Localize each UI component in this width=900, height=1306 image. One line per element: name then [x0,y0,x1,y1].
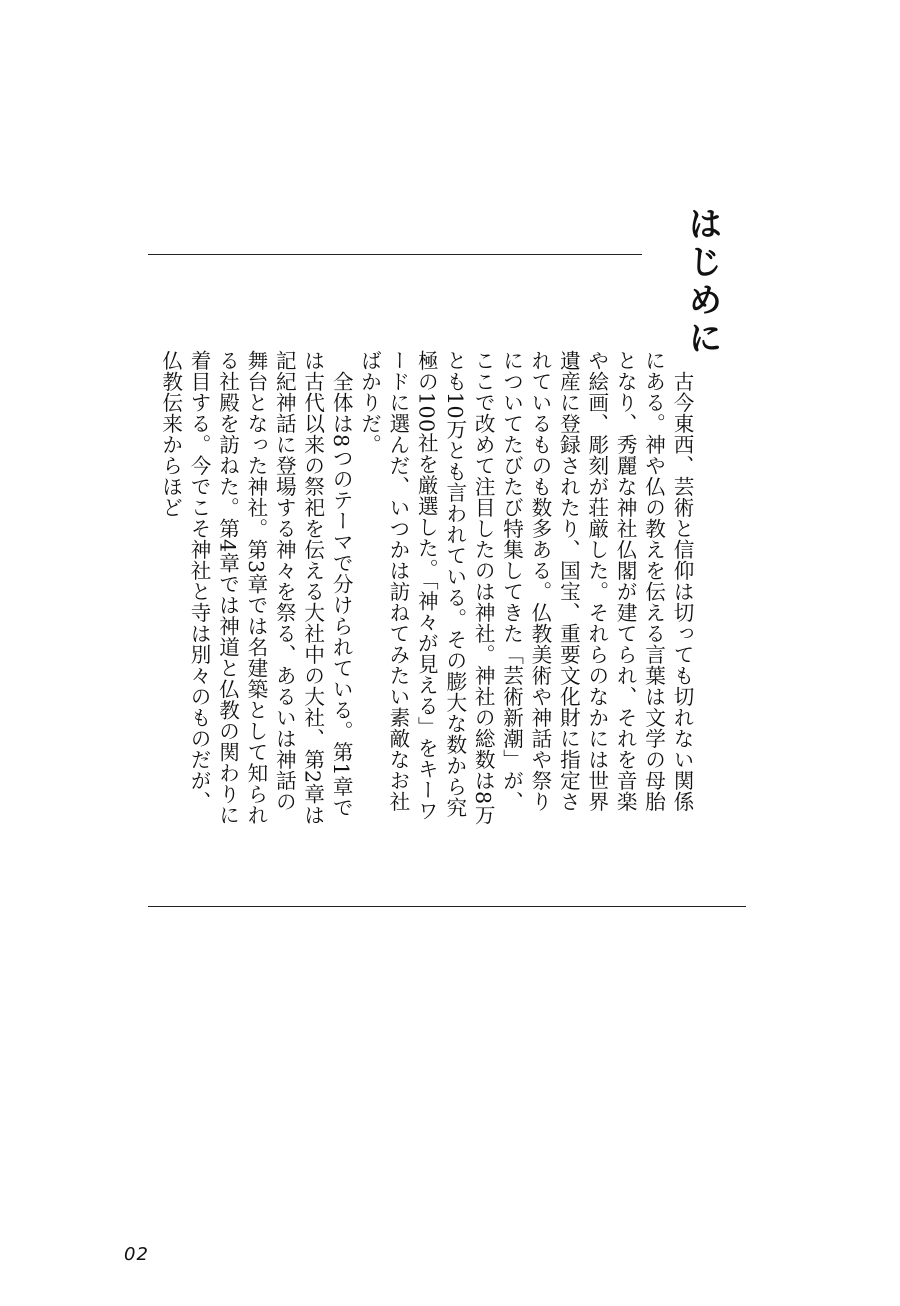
paragraph-1: 古今東西、芸術と信仰は切っても切れない関係にある。神や仏の教えを伝える言葉は文学の母胎となり、秀麗な神社仏閣が建てられ、それを音楽や絵画、彫刻が荘厳した。それらのなかには世界遺産に登録されたり、国宝、重要文化財に指定されているものも数多ある。仏教美術や神話や祭りについてたびたび特集してきた「芸術新潮」が、ここで改めて注目したのは神社。神社の総数は8万とも10万とも言われている。その膨大な数から究極の100社を厳選した。「神々が見える」をキーワードに選んだ、いつかは訪ねてみたい素敵なお社ばかりだ。 [357,350,694,826]
paragraph-2: 全体は8つのテーマで分けられている。第1章では古代以来の祭祀を伝える大社中の大社、第2章は記紀神話に登場する神々を祭る、あるいは神話の舞台となった神社。第3章では名建築として知られる社殿を訪ねた。第4章では神道と仏教の関わりに着目する。今でこそ神社と寺は別々のものだが、仏教伝来からほど [158,350,354,826]
body-text [156,350,696,830]
bottom-divider [148,906,746,907]
page-heading: はじめに [682,206,722,358]
top-divider [148,254,642,255]
page-number: 02 [124,1244,149,1265]
